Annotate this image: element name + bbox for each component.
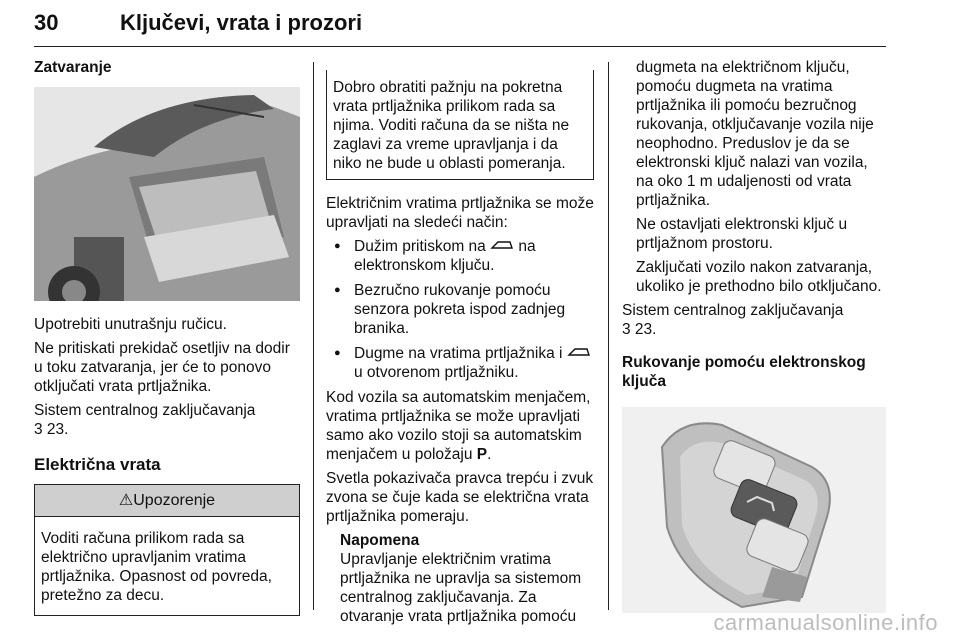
column-left xyxy=(34,58,300,616)
operation-methods-list xyxy=(326,237,594,382)
open-tailgate-illustration xyxy=(34,87,300,301)
tailgate-icon xyxy=(567,346,591,358)
electronic-key-illustration xyxy=(622,407,886,613)
operation-intro: Električnim vratima prtljažnika se može upravljati na sledeći način: xyxy=(326,195,594,231)
page-number: 30 xyxy=(34,10,59,35)
list-item: ● Dužim pritiskom na na elektronskom ključu. xyxy=(326,237,594,275)
column-divider-2 xyxy=(608,62,609,610)
warning-text: Voditi računa prilikom rada sa električno upravljanim vratima prtljažnika. Opasnost od povreda, pretežno za decu. xyxy=(41,530,272,604)
warning-box xyxy=(34,484,300,616)
section-title-power-tailgate: Električna vrata xyxy=(34,455,161,474)
tailgate-photo xyxy=(34,87,300,301)
list-item: ● Dugme na vratima prtljažnika i u otvorenom prtljažniku. xyxy=(326,344,594,382)
signal-text: Svetla pokazivača pravca trepću i zvuk zvona se čuje kada se električna vrata prtljažnika pomeraju. xyxy=(326,470,594,525)
subheading-electronic-key: Rukovanje pomoću elektronskog ključa xyxy=(622,354,866,390)
warning-header xyxy=(35,485,299,517)
column-right xyxy=(622,58,888,613)
column-divider-1 xyxy=(313,62,314,610)
tailgate-icon xyxy=(490,239,514,251)
instruction-inner-handle: Upotrebiti unutrašnju ručicu. xyxy=(34,316,227,333)
list-item: ● Bezručno rukovanje pomoću senzora pokreta ispod zadnjeg branika. xyxy=(326,281,594,338)
chapter-title: Ključevi, vrata i prozori xyxy=(120,10,363,35)
automatic-transmission-text: Kod vozila sa automatskim menjačem, vratima prtljažnika se može upravljati samo ako vozilo stoji sa automatskim menjačem u položaju P. xyxy=(326,389,591,463)
note-title: Napomena xyxy=(340,532,420,549)
instruction-touch-switch: Ne pritiskati prekidač osetljiv na dodir u toku zatvaranja, jer će to ponovo otključati vrata prtljažnika. xyxy=(34,340,290,395)
warning-triangle-icon: ⚠ xyxy=(118,492,134,509)
watermark-text: carmanualsonline.info xyxy=(713,610,938,635)
electronic-key-photo xyxy=(622,407,886,613)
heading-closing: Zatvaranje xyxy=(34,59,112,76)
page-header xyxy=(34,8,886,47)
warning-continuation-box: Dobro obratiti pažnju na pokretna vrata prtljažnika prilikom rada sa njima. Voditi računa da se ništa ne zaglavi za vreme upravljanja i da niko ne bude u oblasti pomeranja. xyxy=(326,70,594,180)
note-block xyxy=(326,531,594,626)
warning-title: Upozorenje xyxy=(133,492,216,509)
note-continuation: dugmeta na električnom ključu, pomoću dugmeta na vratima prtljažnika ili pomoću bezručnog rukovanja, otključavanje vozila nije neophodno. Preduslov je da se elektronski ključ nalazi van vozila, na oko 1 m udaljenosti od vrata prtljažnika. Ne ostavljati elektronski ključ u prtljažnom prostoru. Zaključati vozilo nakon zatvaranja, ukoliko je prethodno bilo otključano. xyxy=(636,59,882,295)
note-text: Upravljanje električnim vratima prtljažnika ne upravlja sa sistemom centralnog zaključavanja. Za otvaranje vrata prtljažnika pomoću xyxy=(340,551,582,625)
reference-central-locking-2: Sistem centralnog zaključavanja 3 23. xyxy=(622,302,844,338)
reference-central-locking: Sistem centralnog zaključavanja 3 23. xyxy=(34,402,256,438)
column-middle xyxy=(326,70,594,631)
